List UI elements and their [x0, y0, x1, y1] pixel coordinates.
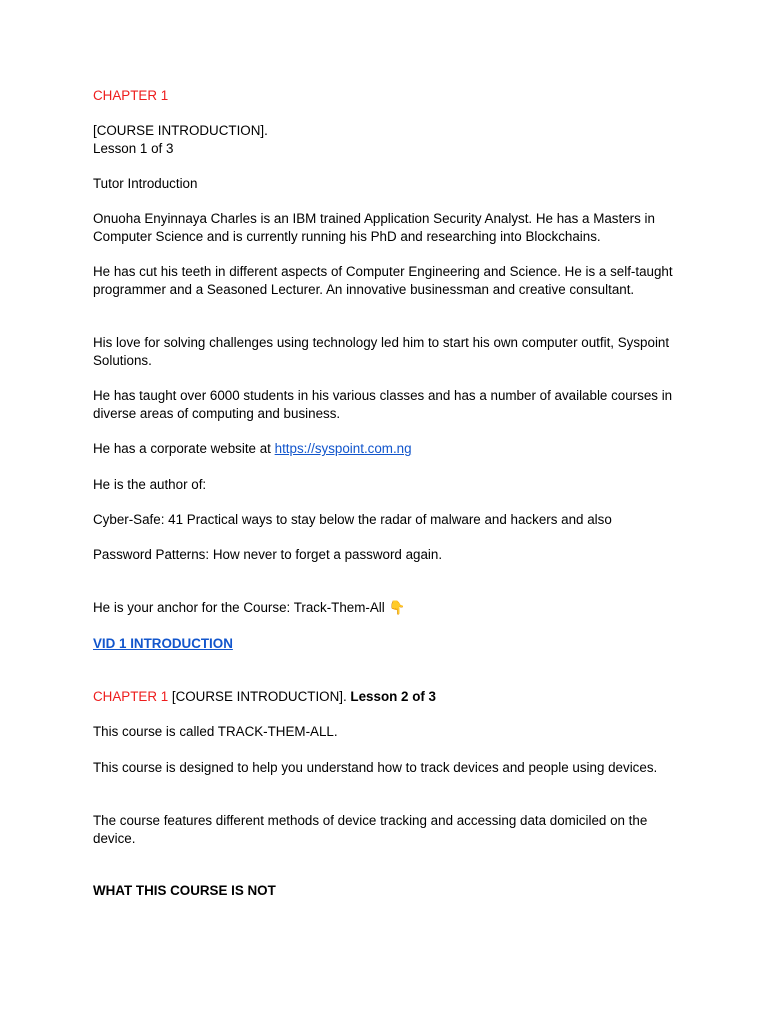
chapter-heading-2: CHAPTER 1 [93, 689, 169, 704]
pointing-down-icon: 👇 [388, 600, 406, 615]
book-password-patterns: Password Patterns: How never to forget a password again. [93, 547, 443, 562]
course-features-paragraph: The course features different methods of device tracking and accessing data domiciled on the device. [93, 813, 648, 846]
website-label: He has a corporate website at [93, 441, 275, 456]
chapter-heading: CHAPTER 1 [93, 88, 169, 103]
lesson-number-2: Lesson 2 of 3 [350, 689, 436, 704]
lesson-header [93, 122, 683, 157]
anchor-line [93, 599, 683, 617]
course-name-paragraph: This course is called TRACK-THEM-ALL. [93, 724, 338, 739]
book-cyber-safe: Cyber-Safe: 41 Practical ways to stay below the radar of malware and hackers and also [93, 512, 612, 527]
video-line [93, 635, 683, 653]
website-line [93, 440, 683, 458]
course-intro-label-2: [COURSE INTRODUCTION]. [168, 689, 351, 704]
tutor-heading: Tutor Introduction [93, 176, 198, 191]
bio-paragraph-4: He has taught over 6000 students in his various classes and has a number of available courses in diverse areas of computing and business. [93, 388, 673, 421]
lesson-number: Lesson 1 of 3 [93, 140, 174, 156]
course-purpose-paragraph: This course is designed to help you understand how to track devices and people using devices. [93, 760, 658, 775]
lesson2-header [93, 688, 683, 706]
video-link[interactable]: VID 1 INTRODUCTION [93, 636, 233, 651]
course-intro-label: [COURSE INTRODUCTION]. [93, 123, 268, 138]
anchor-text: He is your anchor for the Course: Track-Them-All [93, 600, 385, 615]
what-course-is-not-heading: WHAT THIS COURSE IS NOT [93, 883, 276, 898]
author-of-line: He is the author of: [93, 477, 207, 492]
website-link[interactable]: https://syspoint.com.ng [274, 441, 412, 456]
bio-paragraph-1: Onuoha Enyinnaya Charles is an IBM trained Application Security Analyst. He has a Masters in Computer Science and is currently running his PhD and researching into Blockchains. [93, 211, 655, 244]
bio-paragraph-3: His love for solving challenges using technology led him to start his own computer outfit, Syspoint Solutions. [93, 335, 670, 368]
bio-paragraph-2: He has cut his teeth in different aspects of Computer Engineering and Science. He is a self-taught programmer and a Seasoned Lecturer. An innovative businessman and creative consultant. [93, 264, 673, 297]
